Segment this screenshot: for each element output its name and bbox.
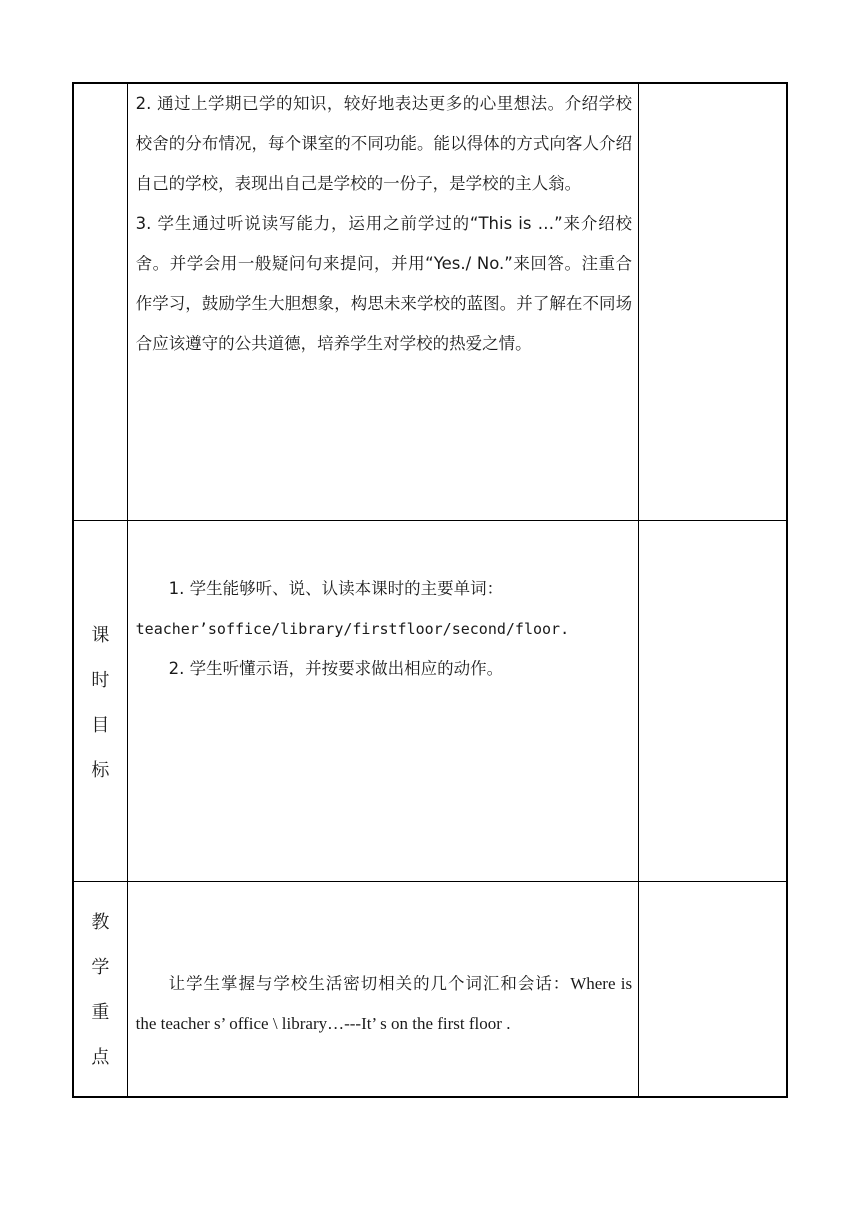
goal-item-1: 1. 学生能够听、说、认读本课时的主要单词： <box>168 579 504 598</box>
goal-item-2: 2. 学生听懂示语，并按要求做出相应的动作。 <box>168 659 504 678</box>
row1-content-cell <box>127 83 638 521</box>
key-points-label: 教 学 重 点 <box>91 912 110 1068</box>
objective-2: 2. 通过上学期已学的知识，较好地表达更多的心里想法。介绍学校校舍的分布情况，每个课室的不同功能。能以得体的方式向客人介绍自己的学校，表现出自己是学校的一份子，是学校的主人翁。 <box>135 94 633 193</box>
key-points-text <box>136 964 632 1044</box>
lesson-goals-label: 课 时 目 标 <box>91 625 110 781</box>
key-points-text-cn: 让学生掌握与学校生活密切相关的几个词汇和会话： <box>168 974 571 993</box>
objective-3: 3. 学生通过听说读写能力，运用之前学过的“This is …”来介绍校舍。并学会用一般疑问句来提问，并用“Yes./ No.”来回答。注重合作学习，鼓励学生大胆想象，构思未来学校的蓝图。并了解在不同场合应该遵守的公共道德，培养学生对学校的热爱之情。 <box>135 214 633 353</box>
key-points-content-cell <box>127 882 638 1098</box>
row1-note-cell <box>639 83 787 521</box>
key-points-note-cell <box>639 882 787 1098</box>
objectives-continued-row <box>73 83 787 521</box>
goal-item-1-words: teacher’soffice/library/firstfloor/second/floor. <box>135 620 570 638</box>
key-points-label-cell <box>73 882 127 1098</box>
key-points-row <box>73 882 787 1098</box>
lesson-goals-note-cell <box>639 521 787 882</box>
lesson-goals-label-cell <box>73 521 127 882</box>
lesson-goals-content-cell <box>127 521 638 882</box>
row1-label-cell <box>73 83 127 521</box>
key-points-text-en: Where is the teacher s’ office \ library…---It’ s on the first floor . <box>135 974 633 1033</box>
lesson-plan-table <box>72 82 788 1098</box>
lesson-goals-row <box>73 521 787 882</box>
